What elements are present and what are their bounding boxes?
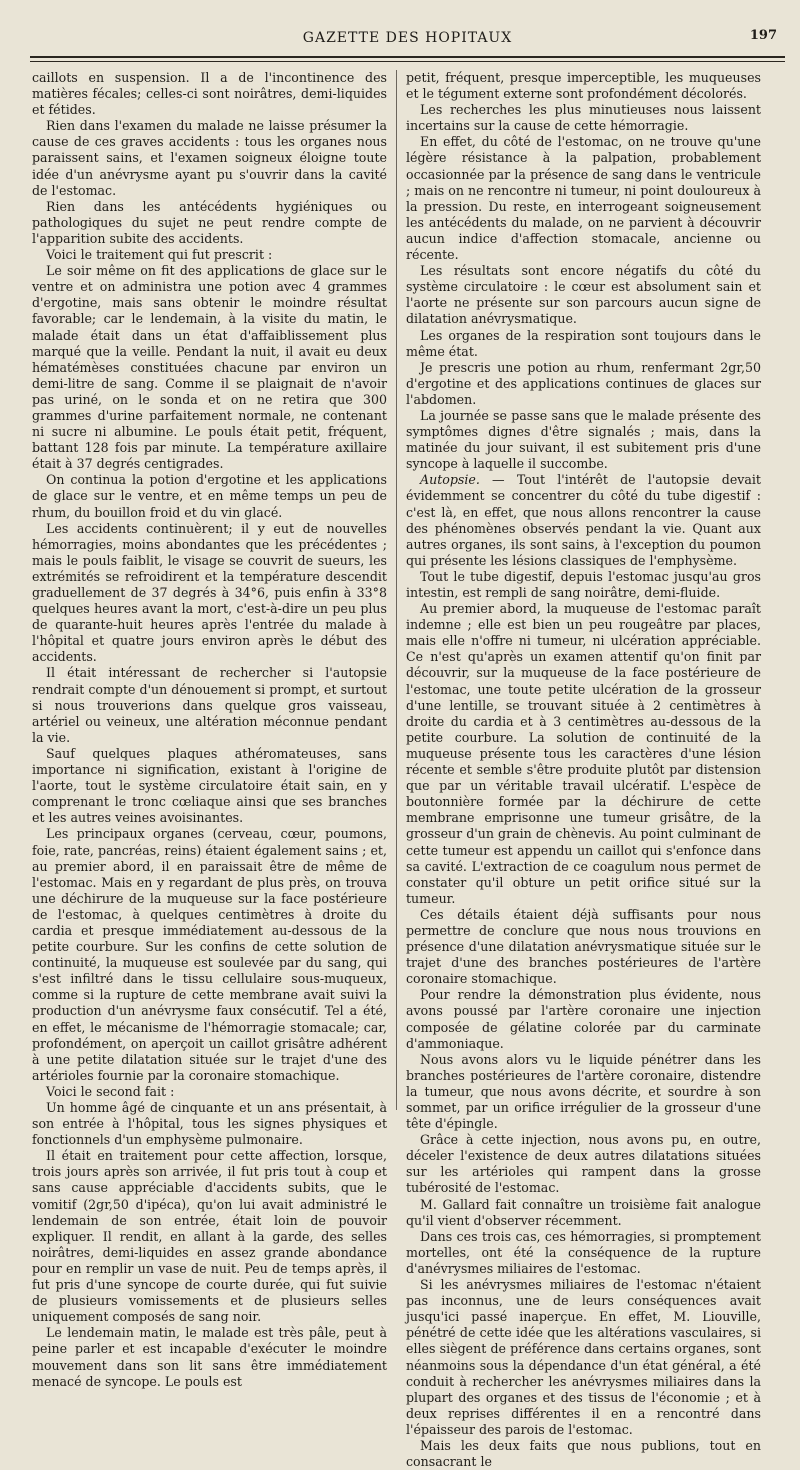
paragraph: Les organes de la respiration sont toujours dans le même état. — [406, 327, 761, 359]
page-number: 197 — [749, 28, 777, 43]
paragraph: Le soir même on fit des applications de glace sur le ventre et on administra une potion avec 4 grammes d'ergotine, mais sans obtenir le moindre résultat favorable; car le lendemain, à la visite du matin, le malade était dans un état d'affaiblissement plus marqué que la veille. Pendant la nuit, il avait eu deux hématémèses constituées chacune par environ un demi-litre de sang. Comme il se plaignait de n'avoir pas uriné, on le sonda et on ne retira que 300 grammes d'urine parfaitement normale, ne contenant ni sucre ni albumine. Le pouls était petit, fréquent, battant 128 fois par minute. La température axillaire était à 37 degrés centigrades. — [32, 263, 387, 472]
paragraph: caillots en suspension. Il a de l'incontinence des matières fécales; celles-ci sont noirâtres, demi-liquides et fétides. — [32, 70, 387, 118]
paragraph: Mais les deux faits que nous publions, tout en consacrant le — [406, 1437, 761, 1470]
right-column — [406, 70, 761, 1470]
paragraph: Rien dans l'examen du malade ne laisse présumer la cause de ces graves accidents : tous les organes nous paraissent sains, et l'examen soigneux éloigne toute idée d'un anévrysme ayant pu s'ouvrir dans la cavité de l'estomac. — [32, 118, 387, 198]
paragraph: Les résultats sont encore négatifs du côté du système circulatoire : le cœur est absolument sain et l'aorte ne présente sur son parcours aucun signe de dilatation anévrysmatique. — [406, 263, 761, 327]
autopsie-paragraph — [406, 472, 761, 569]
paragraph: Un homme âgé de cinquante et un ans présentait, à son entrée à l'hôpital, tous les signes physiques et fonctionnels d'un emphysème pulmonaire. — [32, 1100, 387, 1148]
paragraph: Dans ces trois cas, ces hémorragies, si promptement mortelles, ont été la conséquence de la rupture d'anévrysmes miliaires de l'estomac. — [406, 1228, 761, 1276]
page-header — [30, 22, 785, 52]
column-divider — [396, 70, 397, 1110]
paragraph: Grâce à cette injection, nous avons pu, en outre, déceler l'existence de deux autres dilatations situées sur les artérioles qui rampent dans la grosse tubérosité de l'estomac. — [406, 1132, 761, 1196]
paragraph: Nous avons alors vu le liquide pénétrer dans les branches postérieures de l'artère coronaire, distendre la tumeur, que nous avons décrite, et sourdre à son sommet, par un orifice irrégulier de la grosseur d'une tête d'épingle. — [406, 1051, 761, 1132]
paragraph: Le lendemain matin, le malade est très pâle, peut à peine parler et est incapable d'exécuter le moindre mouvement dans son lit sans être immédiatement menacé de syncope. Le pouls est — [32, 1325, 387, 1389]
paragraph: Je prescris une potion au rhum, renfermant 2gr,50 d'ergotine et des applications continues de glaces sur l'abdomen. — [406, 359, 761, 407]
paragraph: Ces détails étaient déjà suffisants pour nous permettre de conclure que nous nous trouvions en présence d'une dilatation anévrysmatique située sur le trajet d'une des branches postérieures de l'artère coronaire stomachique. — [406, 906, 761, 987]
left-column — [32, 70, 387, 1389]
paragraph: Il était intéressant de rechercher si l'autopsie rendrait compte d'un dénouement si prompt, et surtout si nous trouverions dans quelque gros vaisseau, artériel ou veineux, une altération méconnue pendant la vie. — [32, 665, 387, 745]
paragraph: La journée se passe sans que le malade présente des symptômes dignes d'être signalés ; mais, dans la matinée du jour suivant, il est subitement pris d'une syncope à laquelle il succombe. — [406, 407, 761, 472]
header-rule-thin — [30, 61, 785, 62]
header-rule-thick — [30, 56, 785, 58]
paragraph: Pour rendre la démonstration plus évidente, nous avons poussé par l'artère coronaire une injection composée de gélatine colorée par du carminate d'ammoniaque. — [406, 987, 761, 1051]
paragraph: Voici le second fait : — [46, 1083, 175, 1099]
paragraph: Les accidents continuèrent; il y eut de nouvelles hémorragies, moins abondantes que les précédentes ; mais le pouls faiblit, le visage se couvrit de sueurs, les extrémités se refroidirent et la température descendit graduellement de 37 degrés à 34°6, puis enfin à 33°8 quelques heures avant la mort, c'est-à-dire un peu plus de quarante-huit heures après l'entrée du malade à l'hôpital et quatre jours environ après le début des accidents. — [32, 520, 387, 665]
paragraph: Si les anévrysmes miliaires de l'estomac n'étaient pas inconnus, une de leurs conséquences avait jusqu'ici passé inaperçue. En effet, M. Liouville, pénétré de cette idée que les altérations vasculaires, si elles siègent de préférence dans certains organes, sont néanmoins sous la dépendance d'un état général, a été conduit à rechercher les anévrysmes miliaires dans la plupart des organes et des tissus de l'économie ; et à deux reprises différentes il en a rencontré dans l'épaisseur des parois de l'estomac. — [406, 1277, 761, 1437]
paragraph: Il était en traitement pour cette affection, lorsque, trois jours après son arrivée, il fut pris tout à coup et sans cause appréciable d'accidents subits, que le vomitif (2gr,50 d'ipéca), qu'on lui avait administré le lendemain de son entrée, était loin de pouvoir expliquer. Il rendit, en allant à la garde, des selles noirâtres, demi-liquides en assez grande abondance pour en remplir un vase de nuit. Peu de temps après, il fut pris d'une syncope de courte durée, qui fut suivie de plusieurs vomissements et de plusieurs selles uniquement composés de sang noir. — [32, 1148, 387, 1325]
paragraph: Au premier abord, la muqueuse de l'estomac paraît indemne ; elle est bien un peu rougeâtre par places, mais elle n'offre ni tumeur, ni ulcération appréciable. Ce n'est qu'après un examen attentif qu'on finit par découvrir, sur la muqueuse de la face postérieure de l'estomac, une toute petite ulcération de la grosseur d'une lentille, se trouvant située à 2 centimètres à droite du cardia et à 3 centimètres au-dessous de la petite courbure. La solution de continuité de la muqueuse présente tous les caractères d'une lésion récente et semble s'être produite plutôt par distension que par un véritable travail ulcératif. L'espèce de boutonnière formée par la déchirure de cette membrane emprisonne une tumeur grisâtre, de la grosseur d'un grain de chènevis. Au point culminant de cette tumeur est appendu un caillot qui s'enfonce dans sa cavité. L'extraction de ce coagulum nous permet de constater qu'il obture un petit orifice situé sur la tumeur. — [406, 601, 761, 906]
paragraph: On continua la potion d'ergotine et les applications de glace sur le ventre, et en même temps un peu de rhum, du bouillon froid et du vin glacé. — [32, 472, 387, 520]
paragraph: Les principaux organes (cerveau, cœur, poumons, foie, rate, pancréas, reins) étaient également sains ; et, au premier abord, il en paraissait être de même de l'estomac. Mais en y regardant de plus près, on trouva une déchirure de la muqueuse sur la face postérieure de l'estomac, à quelques centimètres à droite du cardia et presque immédiatement au-dessous de la petite courbure. Sur les confins de cette solution de continuité, la muqueuse est soulevée par du sang, qui s'est infiltré dans le tissu cellulaire sous-muqueux, comme si la rupture de cette membrane avait suivi la production d'un anévrysme faux consécutif. Tel a été, en effet, le mécanisme de l'hémorragie stomacale; car, profondément, on aperçoit un caillot grisâtre adhérent à une petite dilatation située sur le trajet d'une des artérioles fournie par la coronaire stomachique. — [32, 826, 387, 1083]
journal-title: GAZETTE DES HOPITAUX — [302, 30, 513, 46]
paragraph: Sauf quelques plaques athéromateuses, sans importance ni signification, existant à l'origine de l'aorte, tout le système circulatoire était sain, en y comprenant le tronc cœliaque ainsi que ses branches et les autres veines avoisinantes. — [32, 745, 387, 826]
paragraph: M. Gallard fait connaître un troisième fait analogue qu'il vient d'observer récemment. — [406, 1196, 761, 1228]
paragraph: Tout le tube digestif, depuis l'estomac jusqu'au gros intestin, est rempli de sang noirâtre, demi-fluide. — [406, 568, 761, 600]
paragraph: Les recherches les plus minutieuses nous laissent incertains sur la cause de cette hémorragie. — [406, 102, 761, 134]
paragraph: Rien dans les antécédents hygiéniques ou pathologiques du sujet ne peut rendre compte de l'apparition subite des accidents. — [32, 198, 387, 246]
paragraph: Voici le traitement qui fut prescrit : — [46, 247, 273, 263]
autopsie-text: — Tout l'intérêt de l'autopsie devait évidemment se concentrer du côté du tube digestif : c'est là, en effet, que nous allons rencontrer la cause des phénomènes observés pendant la vie. Quant aux autres organes, ils sont sains, à l'exception du poumon qui présente les lésions classiques de l'emphysème. — [406, 472, 761, 568]
paragraph: petit, fréquent, presque imperceptible, les muqueuses et le tégument externe sont profondément décolorés. — [406, 70, 761, 102]
autopsie-label: Autopsie. — [420, 472, 480, 488]
paragraph: En effet, du côté de l'estomac, on ne trouve qu'une légère résistance à la palpation, probablement occasionnée par la présence de sang dans le ventricule ; mais on ne rencontre ni tumeur, ni point douloureux à la pression. Du reste, en interrogeant soigneusement les antécédents du malade, on ne parvient à découvrir aucun indice d'affection stomacale, ancienne ou récente. — [406, 134, 761, 263]
